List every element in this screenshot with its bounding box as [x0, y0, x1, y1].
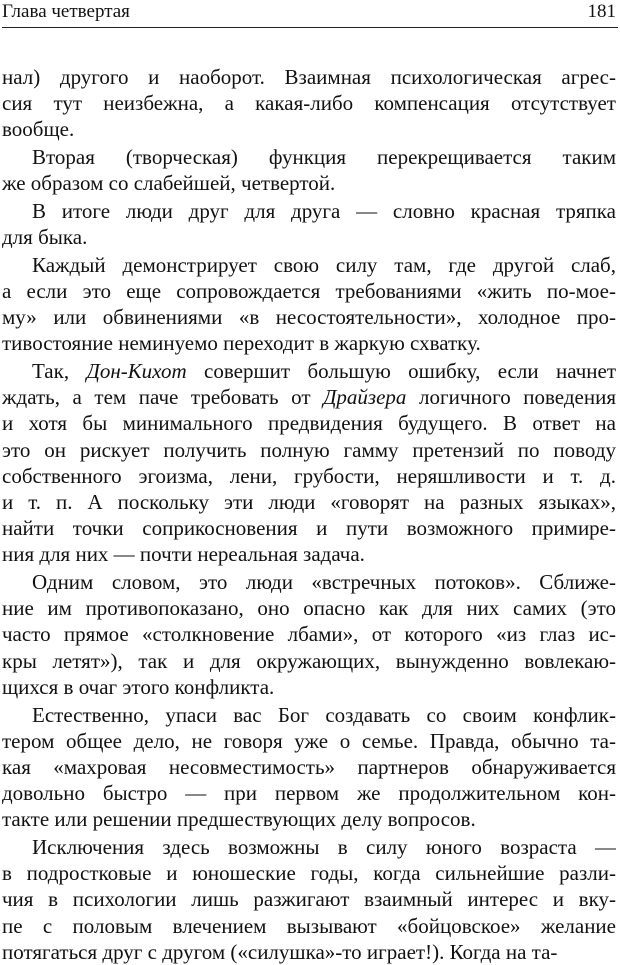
text-line — [2, 358, 616, 384]
paragraph — [2, 702, 616, 833]
text-line: сия тут неизбежна, а какая-либо компенсация отсутствует — [2, 91, 616, 116]
text-line: кры летят»), так и для окружающих, вынужденно вовлекаю- — [2, 648, 616, 673]
chapter-title: Глава четвертая — [2, 1, 130, 22]
text-line: Одним словом, это люди «встречных потоков». Сближе- — [32, 570, 616, 595]
text-line: нал) другого и наоборот. Взаимная психологическая агрес- — [2, 65, 616, 89]
text-line: собственного эгоизма, лени, грубости, неряшливости и т. д. — [2, 463, 616, 488]
text-run: логичного поведения — [406, 385, 616, 410]
text-line: найти точки соприкосновения и пути возможного примире- — [2, 516, 616, 541]
paragraph — [2, 252, 616, 357]
paragraph — [2, 144, 616, 196]
text-line: ния для них — почти нереальная задача. — [2, 542, 365, 567]
text-line — [2, 384, 616, 410]
text-line: а если это еще сопровождается требованиями «жить по-мое- — [2, 279, 616, 303]
text-line: щихся в очаг этого конфликта. — [2, 674, 275, 699]
text-line: Исключения здесь возможны в силу юного возраста — — [32, 834, 616, 859]
text-line: довольно быстро — при первом же продолжительном кон- — [2, 781, 616, 806]
text-line: для быка. — [2, 225, 88, 250]
text-line: вообще. — [2, 117, 75, 142]
text-line: В итоге люди друг для друга — словно красная тряпка — [32, 198, 616, 223]
running-header — [2, 0, 618, 28]
text-line: потягаться друг с другом («силушка»-то играет!). Когда на та- — [2, 939, 558, 964]
paragraph — [2, 834, 616, 965]
paragraph — [2, 569, 616, 700]
text-line: Каждый демонстрирует свою силу там, где другой слаб, — [32, 252, 616, 277]
italic-name: Драйзера — [323, 385, 407, 410]
body-text — [2, 64, 616, 965]
text-line: ние им противопоказано, оно опасно как для них самих (это — [2, 596, 616, 621]
text-line: же образом со слабейшей, четвертой. — [2, 171, 336, 196]
paragraph — [2, 64, 616, 143]
text-line: такте или решении предшествующих делу вопросов. — [2, 807, 476, 832]
paragraph — [2, 358, 616, 568]
text-line: и т. п. А поскольку эти люди «говорят на разных языках», — [2, 490, 616, 514]
page-number: 181 — [587, 1, 616, 22]
text-line: и хотя бы минимального предвидения будущего. В ответ на — [2, 411, 616, 436]
text-line: Вторая (творческая) функция перекрещивается таким — [32, 145, 616, 170]
text-line: тером общее дело, не говоря уже о семье. Правда, обычно та- — [2, 728, 616, 753]
text-line: это он рискует получить полную гамму претензий по поводу — [2, 437, 616, 462]
paragraph — [2, 198, 616, 250]
text-line: чия в психологии лишь разжигают взаимный интерес и вку- — [2, 887, 616, 912]
text-run: Так, — [32, 359, 87, 384]
text-run: ждать, а тем паче требовать от — [2, 385, 324, 410]
text-line: часто прямое «столкновение лбами», от которого «из глаз ис- — [2, 622, 616, 647]
text-line: в подростковые и юношеские годы, когда сильнейшие разли- — [2, 861, 616, 886]
text-line: му» или обвинениями «в несостоятельности», холодное про- — [2, 305, 616, 330]
text-line: пе с половым влечением вызывают «бойцовское» желание — [2, 913, 616, 938]
text-line: тивостояние неминуемо переходит в жаркую схватку. — [2, 331, 481, 356]
text-line: Естественно, упаси вас Бог создавать со своим конфлик- — [32, 702, 616, 727]
text-line: кая «махровая несовместимость» партнеров обнаруживается — [2, 754, 616, 779]
text-run: совершит большую ошибку, если начнет — [186, 359, 616, 384]
italic-name: Дон-Кихот — [86, 359, 187, 384]
